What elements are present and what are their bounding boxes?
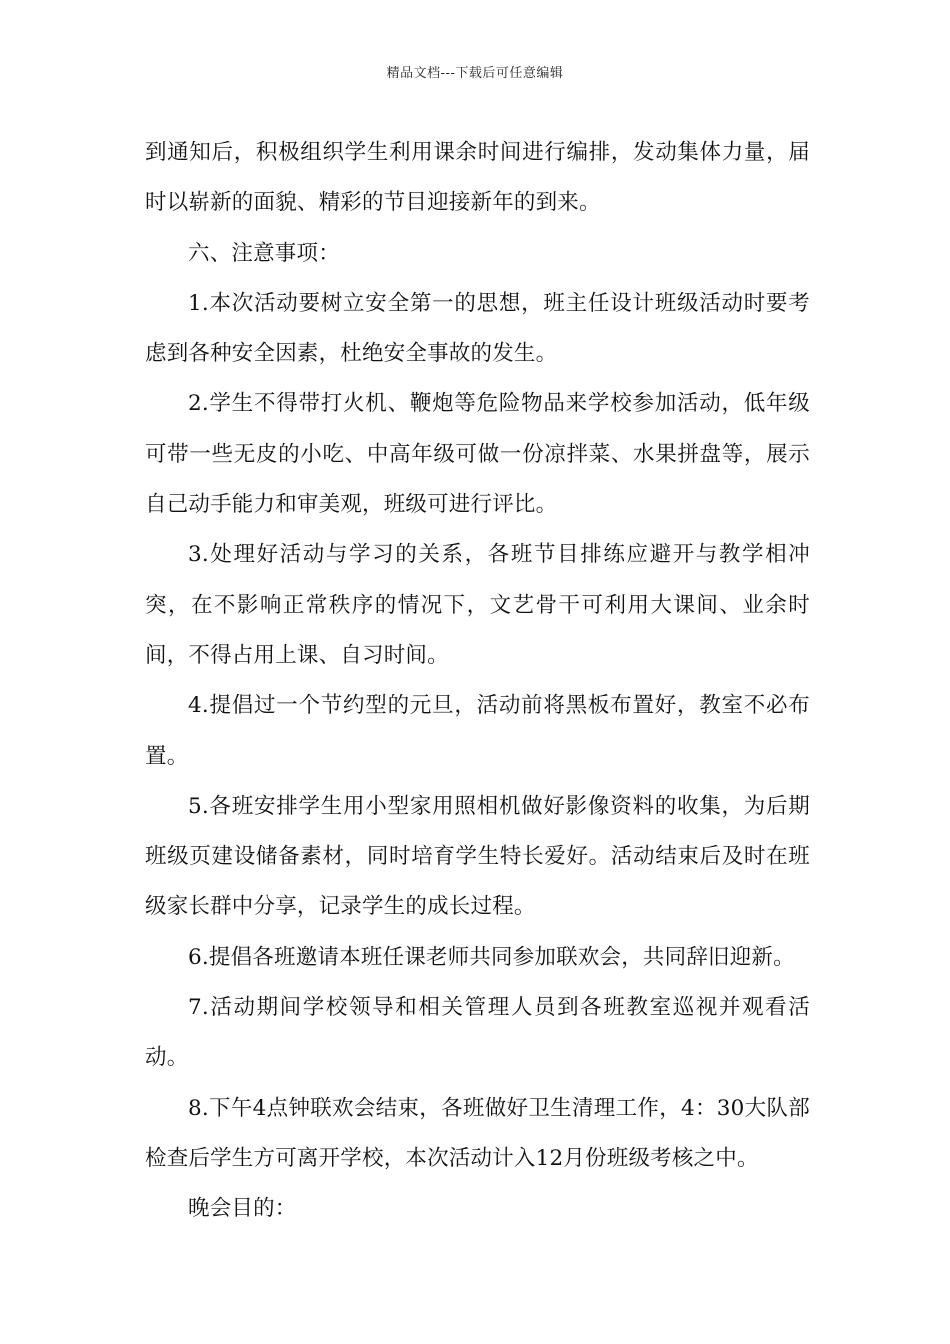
paragraph-item-8: 8.下午4点钟联欢会结束，各班做好卫生清理工作，4：30大队部检查后学生方可离开学校，本次活动计入12月份班级考核之中。 (145, 1095, 810, 1171)
paragraph-item-7: 7.活动期间学校领导和相关管理人员到各班教室巡视并观看活动。 (145, 995, 810, 1071)
paragraph-item-5: 5.各班安排学生用小型家用照相机做好影像资料的收集，为后期班级页建设储备素材，同时培育学生特长爱好。活动结束后及时在班级家长群中分享，记录学生的成长过程。 (145, 793, 810, 920)
paragraph-item-4: 4.提倡过一个节约型的元旦，活动前将黑板布置好，教室不必布置。 (145, 693, 810, 769)
paragraph-item-3: 3.处理好活动与学习的关系，各班节目排练应避开与教学相冲突，在不影响正常秩序的情况下，文艺骨干可利用大课间、业余时间，不得占用上课、自习时间。 (145, 542, 810, 668)
page-header: 精品文档---下载后可任意编辑 (386, 66, 564, 81)
paragraph-item-2: 2.学生不得带打火机、鞭炮等危险物品来学校参加活动，低年级可带一些无皮的小吃、中高年级可做一份凉拌菜、水果拼盘等，展示自己动手能力和审美观，班级可进行评比。 (145, 391, 810, 518)
section-heading-purpose: 晚会目的： (188, 1196, 297, 1222)
section-heading-notes: 六、注意事项： (188, 240, 340, 266)
paragraph-item-6: 6.提倡各班邀请本班任课老师共同参加联欢会，共同辞旧迎新。 (188, 944, 795, 970)
paragraph-continuation: 到通知后，积极组织学生利用课余时间进行编排，发动集体力量，届时以崭新的面貌、精彩的节目迎接新年的到来。 (145, 140, 810, 216)
paragraph-item-1: 1.本次活动要树立安全第一的思想，班主任设计班级活动时要考虑到各种安全因素，杜绝安全事故的发生。 (145, 290, 810, 367)
document-body (145, 128, 810, 1235)
